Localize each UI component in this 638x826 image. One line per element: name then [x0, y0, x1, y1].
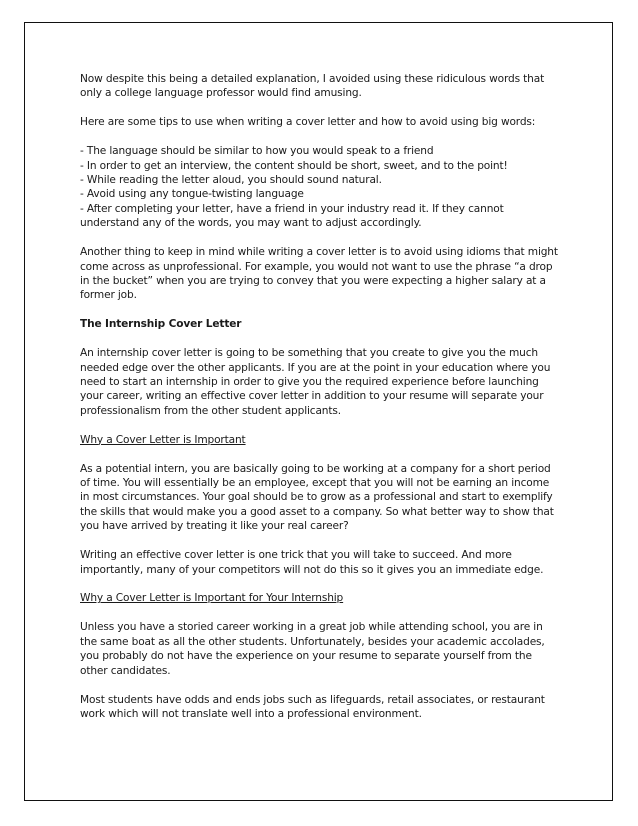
paragraph-intro: Now despite this being a detailed explanation, I avoided using these ridiculous words that only a college language professor would find amusing.	[80, 73, 545, 100]
section-heading: The Internship Cover Letter	[80, 318, 242, 331]
paragraph-effective-letter: Writing an effective cover letter is one trick that you will take to succeed. And more importantly, many of your competitors will not do this so it gives you an immediate edge.	[80, 549, 544, 576]
document-body	[80, 72, 560, 736]
paragraph-storied-career: Unless you have a storied career working in a great job while attending school, you are in the same boat as all the other students. Unfortunately, besides your academic accolades, you probably do not have the experience on your resume to separate yourself from the other candidates.	[80, 621, 545, 677]
tip-item: - Avoid using any tongue-twisting language	[80, 188, 304, 201]
tips-list	[80, 144, 560, 230]
paragraph-tips-intro: Here are some tips to use when writing a cover letter and how to avoid using big words:	[80, 116, 536, 129]
tip-item: - While reading the letter aloud, you should sound natural.	[80, 174, 382, 187]
tip-item: - The language should be similar to how you would speak to a friend	[80, 145, 434, 158]
tip-item: - After completing your letter, have a friend in your industry read it. If they cannot understand any of the words, you may want to adjust accordingly.	[80, 202, 504, 230]
paragraph-potential-intern: As a potential intern, you are basically going to be working at a company for a short period of time. You will essentially be an employee, except that you will not be earning an income in most circumstances. Your goal should be to grow as a professional and start to exemplify the skills that would make you a good asset to a company. So what better way to show that you have arrived by treating it like your real career?	[80, 462, 554, 533]
subsection-heading: Why a Cover Letter is Important	[80, 433, 246, 446]
tip-item: - In order to get an interview, the content should be short, sweet, and to the point!	[80, 159, 508, 172]
subsection-heading-internship: Why a Cover Letter is Important for Your Internship	[80, 592, 344, 605]
paragraph-internship: An internship cover letter is going to be something that you create to give you the much needed edge over the other applicants. If you are at the point in your education where you need to start an internship in order to give you the required experience before launching your career, writing an effective cover letter in addition to your resume will separate your professionalism from the other student applicants.	[80, 347, 551, 417]
paragraph-odd-jobs: Most students have odds and ends jobs such as lifeguards, retail associates, or restaurant work which will not translate well into a professional environment.	[80, 693, 545, 720]
paragraph-idioms: Another thing to keep in mind while writing a cover letter is to avoid using idioms that might come across as unprofessional. For example, you would not want to use the phrase “a drop in the bucket” when you are trying to convey that you were expecting a higher salary at a former job.	[80, 246, 558, 302]
